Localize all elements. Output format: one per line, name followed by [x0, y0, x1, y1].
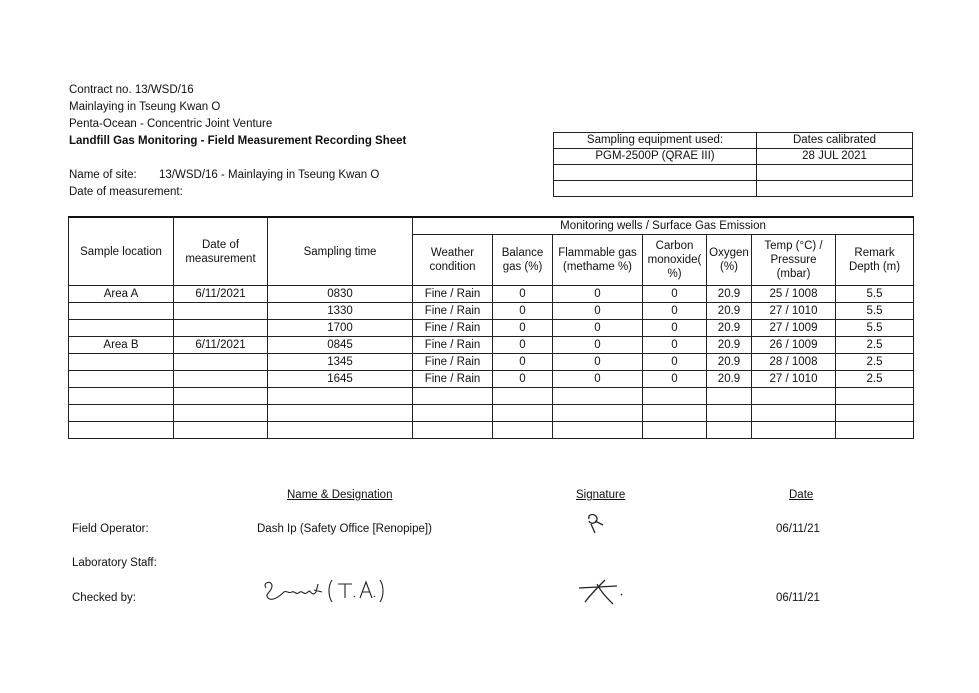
cell-flammable: [553, 405, 643, 422]
cell-location: Area A: [69, 286, 174, 303]
cell-oxygen: [707, 388, 752, 405]
equipment-cell: [554, 165, 757, 181]
measurement-table: [68, 216, 914, 439]
cell-co: 0: [643, 286, 707, 303]
cell-flammable: [553, 422, 643, 439]
cell-date: 6/11/2021: [174, 286, 268, 303]
table-row: [69, 405, 914, 422]
cell-date: [174, 320, 268, 337]
cell-location: [69, 388, 174, 405]
signature-heading: Signature: [576, 489, 626, 501]
cell-balance: 0: [493, 303, 553, 320]
cell-temp: [752, 388, 836, 405]
cell-balance: [493, 405, 553, 422]
cell-co: 0: [643, 303, 707, 320]
cell-weather: [413, 405, 493, 422]
cell-date: [174, 422, 268, 439]
cell-balance: 0: [493, 371, 553, 388]
group-header: Monitoring wells / Surface Gas Emission: [413, 217, 914, 235]
cell-temp: [752, 422, 836, 439]
cell-weather: Fine / Rain: [413, 354, 493, 371]
cell-balance: 0: [493, 286, 553, 303]
cell-co: [643, 405, 707, 422]
calibrated-header: Dates calibrated: [757, 133, 913, 149]
col-sampling-time: Sampling time: [268, 217, 413, 286]
equipment-header: Sampling equipment used:: [554, 133, 757, 149]
cell-temp: 27 / 1009: [752, 320, 836, 337]
field-operator-signature: [583, 511, 613, 537]
cell-location: [69, 405, 174, 422]
site-label: Name of site:: [69, 169, 137, 181]
cell-remark: [836, 422, 914, 439]
cell-date: 6/11/2021: [174, 337, 268, 354]
cell-balance: 0: [493, 337, 553, 354]
table-row: [69, 422, 914, 439]
checked-by-date: 06/11/21: [776, 592, 820, 604]
col-date-of-measurement: Date of measurement: [174, 217, 268, 286]
cell-co: [643, 422, 707, 439]
date-heading: Date: [789, 489, 814, 501]
site-value: 13/WSD/16 - Mainlaying in Tseung Kwan O: [159, 169, 380, 181]
cell-location: [69, 354, 174, 371]
cell-temp: 27 / 1010: [752, 371, 836, 388]
calibrated-cell: [757, 181, 913, 197]
cell-oxygen: [707, 405, 752, 422]
cell-balance: [493, 422, 553, 439]
cell-remark: 5.5: [836, 286, 914, 303]
cell-flammable: 0: [553, 286, 643, 303]
cell-oxygen: 20.9: [707, 286, 752, 303]
checked-by-handwritten-name: [262, 574, 402, 606]
cell-remark: 2.5: [836, 354, 914, 371]
cell-location: Area B: [69, 337, 174, 354]
cell-date: [174, 354, 268, 371]
cell-remark: [836, 405, 914, 422]
table-row: [69, 320, 914, 337]
cell-balance: [493, 388, 553, 405]
cell-time: 0845: [268, 337, 413, 354]
cell-time: [268, 422, 413, 439]
project-name: Mainlaying in Tseung Kwan O: [69, 101, 221, 113]
calibrated-cell: [757, 165, 913, 181]
checked-by-signature: [577, 578, 637, 608]
cell-weather: [413, 388, 493, 405]
contract-number: Contract no. 13/WSD/16: [69, 84, 194, 96]
equipment-cell: PGM-2500P (QRAE III): [554, 149, 757, 165]
calibrated-cell: 28 JUL 2021: [757, 149, 913, 165]
equipment-table: [553, 132, 913, 197]
equipment-header-row: [554, 133, 913, 149]
cell-temp: 28 / 1008: [752, 354, 836, 371]
col-sample-location: Sample location: [69, 217, 174, 286]
cell-oxygen: 20.9: [707, 371, 752, 388]
cell-flammable: 0: [553, 320, 643, 337]
cell-co: 0: [643, 371, 707, 388]
cell-location: [69, 422, 174, 439]
cell-flammable: 0: [553, 337, 643, 354]
cell-time: 1345: [268, 354, 413, 371]
checked-by-label: Checked by:: [72, 592, 136, 604]
col-remark-depth: Remark Depth (m): [836, 235, 914, 286]
table-row: [69, 388, 914, 405]
cell-remark: 5.5: [836, 320, 914, 337]
cell-oxygen: 20.9: [707, 320, 752, 337]
cell-time: [268, 405, 413, 422]
group-header-row: [69, 217, 914, 235]
equipment-cell: [554, 181, 757, 197]
cell-weather: Fine / Rain: [413, 337, 493, 354]
cell-remark: 2.5: [836, 371, 914, 388]
cell-temp: 25 / 1008: [752, 286, 836, 303]
field-operator-name: Dash Ip (Safety Office [Renopipe]): [257, 523, 432, 535]
cell-flammable: 0: [553, 354, 643, 371]
cell-time: 1700: [268, 320, 413, 337]
table-row: [69, 354, 914, 371]
cell-weather: [413, 422, 493, 439]
cell-balance: 0: [493, 354, 553, 371]
table-row: [69, 303, 914, 320]
sheet-title: Landfill Gas Monitoring - Field Measurement Recording Sheet: [69, 135, 407, 147]
cell-date: [174, 388, 268, 405]
cell-oxygen: [707, 422, 752, 439]
cell-date: [174, 371, 268, 388]
cell-remark: 5.5: [836, 303, 914, 320]
field-operator-date: 06/11/21: [776, 523, 820, 535]
cell-remark: [836, 388, 914, 405]
cell-weather: Fine / Rain: [413, 303, 493, 320]
cell-remark: 2.5: [836, 337, 914, 354]
col-oxygen: Oxygen (%): [707, 235, 752, 286]
cell-flammable: 0: [553, 371, 643, 388]
cell-date: [174, 303, 268, 320]
cell-temp: [752, 405, 836, 422]
cell-co: 0: [643, 320, 707, 337]
cell-weather: Fine / Rain: [413, 320, 493, 337]
laboratory-staff-label: Laboratory Staff:: [72, 557, 157, 569]
col-balance-gas: Balance gas (%): [493, 235, 553, 286]
cell-balance: 0: [493, 320, 553, 337]
cell-co: [643, 388, 707, 405]
equipment-row: [554, 149, 913, 165]
cell-flammable: [553, 388, 643, 405]
date-of-measurement-label: Date of measurement:: [69, 186, 183, 198]
cell-co: 0: [643, 337, 707, 354]
cell-temp: 27 / 1010: [752, 303, 836, 320]
cell-location: [69, 303, 174, 320]
cell-location: [69, 320, 174, 337]
equipment-row: [554, 165, 913, 181]
cell-time: [268, 388, 413, 405]
table-row: [69, 371, 914, 388]
cell-time: 1645: [268, 371, 413, 388]
cell-weather: Fine / Rain: [413, 286, 493, 303]
cell-location: [69, 371, 174, 388]
table-row: [69, 337, 914, 354]
cell-date: [174, 405, 268, 422]
col-weather: Weather condition: [413, 235, 493, 286]
cell-temp: 26 / 1009: [752, 337, 836, 354]
col-temp-pressure: Temp (°C) / Pressure (mbar): [752, 235, 836, 286]
cell-flammable: 0: [553, 303, 643, 320]
cell-weather: Fine / Rain: [413, 371, 493, 388]
col-carbon-monoxide: Carbon monoxide( %): [643, 235, 707, 286]
col-flammable-gas: Flammable gas (methame %): [553, 235, 643, 286]
equipment-row: [554, 181, 913, 197]
cell-oxygen: 20.9: [707, 337, 752, 354]
cell-oxygen: 20.9: [707, 354, 752, 371]
cell-time: 1330: [268, 303, 413, 320]
name-designation-heading: Name & Designation: [287, 489, 393, 501]
contractor-name: Penta-Ocean - Concentric Joint Venture: [69, 118, 273, 130]
cell-co: 0: [643, 354, 707, 371]
cell-time: 0830: [268, 286, 413, 303]
field-operator-label: Field Operator:: [72, 523, 149, 535]
table-row: [69, 286, 914, 303]
cell-oxygen: 20.9: [707, 303, 752, 320]
